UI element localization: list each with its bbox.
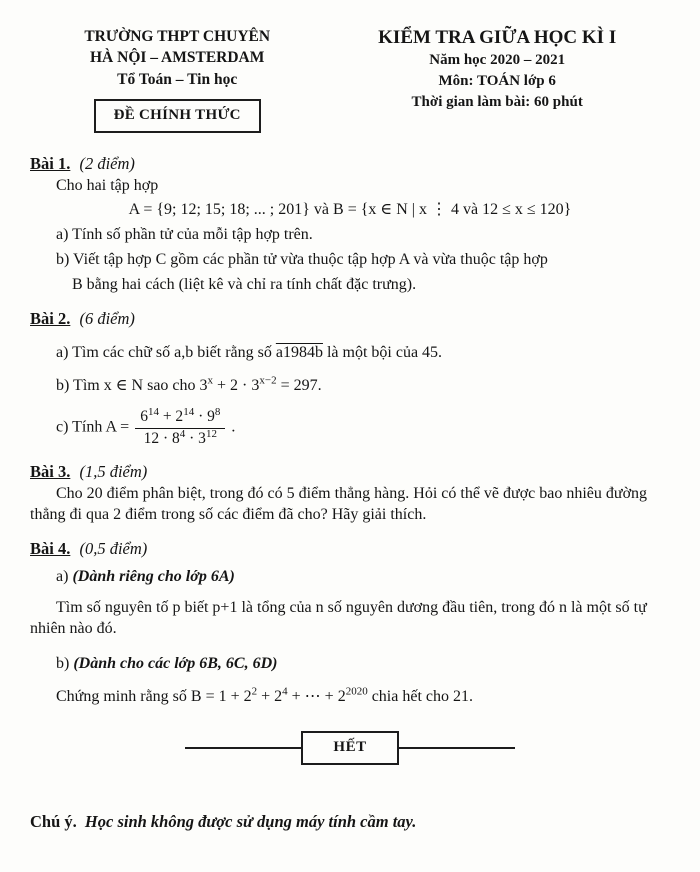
- item-b-text-post: chia hết cho 21.: [371, 687, 473, 705]
- end-label-box: HẾT: [301, 731, 398, 765]
- problem-4-item-b-heading: [30, 653, 670, 674]
- problem-2-points: (6 điểm): [79, 309, 135, 329]
- problem-3-heading: [30, 461, 670, 483]
- item-b-equation: $3^x + 2 \cdot 3^{x-2} = 297$.: [199, 374, 322, 395]
- exam-subject: Môn: TOÁN lớp 6: [438, 73, 556, 90]
- problem-2-heading: [30, 308, 670, 330]
- note-label: Chú ý.: [30, 811, 77, 831]
- exam-school-year: Năm học 2020 – 2021: [429, 51, 566, 68]
- item-a-prefix: a): [56, 567, 69, 585]
- problem-1-label: Bài 1.: [30, 153, 71, 173]
- item-c-lhs: A =: [105, 418, 130, 436]
- set-a-definition: A = {9; 12; 15; 18; ... ; 201}: [128, 200, 310, 218]
- problem-1-sets: [30, 199, 670, 220]
- problem-4-label: Bài 4.: [30, 538, 71, 558]
- problem-2-label: Bài 2.: [30, 309, 71, 329]
- problem-3-points: (1,5 điểm): [79, 461, 148, 481]
- problem-1-intro: Cho hai tập hợp: [56, 176, 159, 194]
- end-line-left: [185, 747, 301, 749]
- problem-2-item-a: [56, 342, 670, 363]
- problem-3-body: Cho 20 điểm phân biệt, trong đó có 5 điểm thẳng hàng. Hỏi có thể vẽ được bao nhiêu đường thẳng đi qua 2 điểm trong số các điểm đã cho? Hãy giải thích.: [30, 484, 648, 523]
- problem-1-item-b-line2: B bằng hai cách (liệt kê và chỉ ra tính chất đặc trưng).: [72, 276, 417, 294]
- end-line-right: [399, 747, 515, 749]
- problem-1: [30, 153, 670, 295]
- footer-note: [30, 811, 670, 833]
- problem-4-item-a-heading: [30, 566, 670, 587]
- item-c-fraction: [135, 408, 225, 448]
- official-exam-stamp: ĐỀ CHÍNH THỨC: [94, 99, 261, 133]
- exam-duration: Thời gian làm bài: 60 phút: [411, 94, 583, 111]
- problem-4-item-a-body: Tìm số nguyên tố p biết p+1 là tổng của n số nguyên dương đầu tiên, trong đó n là một số tự nhiên nào đó.: [30, 598, 647, 637]
- item-b-audience: (Dành cho các lớp 6B, 6C, 6D): [73, 654, 278, 672]
- problem-2-item-c: [56, 408, 670, 448]
- item-a-audience: (Dành riêng cho lớp 6A): [72, 567, 235, 585]
- school-department: Tổ Toán – Tin học: [117, 70, 238, 88]
- item-c-text-pre: c) Tính: [56, 418, 103, 436]
- problem-4-item-b-body: [30, 686, 670, 707]
- problem-4-points: (0,5 điểm): [79, 538, 148, 558]
- item-b-text-pre: b) Tìm x ∈ N sao cho: [56, 377, 196, 395]
- fraction-numerator: $6^{14} + 2^{14} \cdot 9^8$: [135, 408, 225, 428]
- item-a-text-post: là một bội của 45.: [326, 344, 443, 361]
- item-c-text-post: .: [231, 418, 236, 436]
- problem-2: [30, 308, 670, 448]
- exam-info-block: [324, 26, 670, 133]
- end-divider: [185, 731, 515, 765]
- problem-1-item-b-line1: b) Viết tập hợp C gồm các phần tử vừa thuộc tập hợp A và vừa thuộc tập hợp: [56, 251, 548, 269]
- item-b-prefix: b): [56, 654, 70, 672]
- set-b-definition: B = {x ∈ N | x ⋮ 4 và 12 ≤ x ≤ 120}: [333, 200, 572, 218]
- problem-1-heading: [30, 153, 670, 175]
- problem-2-items: [30, 342, 670, 448]
- item-b-series-equation: $B = 1 + 2^2 + 2^4$ + ⋯ + $2^{2020}$: [190, 685, 368, 705]
- problem-2-item-b: [56, 375, 670, 396]
- fraction-denominator: $12 \cdot 8^4 \cdot 3^{12}$: [143, 427, 217, 447]
- exam-header: [30, 26, 670, 133]
- problem-1-item-a: a) Tính số phần tử của mỗi tập hợp trên.: [56, 225, 313, 243]
- item-a-overlined-number: a1984b: [275, 344, 323, 361]
- problem-1-points: (2 điểm): [79, 153, 135, 173]
- problem-4-heading: [30, 538, 670, 560]
- problem-3-label: Bài 3.: [30, 461, 71, 481]
- problem-4: [30, 538, 670, 707]
- item-a-text-pre: a) Tìm các chữ số a,b biết rằng số: [56, 344, 272, 361]
- school-name-line1: TRƯỜNG THPT CHUYÊN: [84, 28, 271, 45]
- item-b-text-pre: Chứng minh rằng số: [56, 687, 187, 705]
- school-name-line2: HÀ NỘI – AMSTERDAM: [90, 49, 265, 67]
- problem-1-items: [30, 224, 670, 295]
- problem-3: [30, 461, 670, 525]
- exam-title: KIỂM TRA GIỮA HỌC KÌ I: [378, 27, 617, 48]
- school-block: [30, 26, 324, 133]
- sets-conjunction: và: [313, 200, 330, 218]
- note-text: Học sinh không được sử dụng máy tính cầm tay.: [84, 811, 417, 831]
